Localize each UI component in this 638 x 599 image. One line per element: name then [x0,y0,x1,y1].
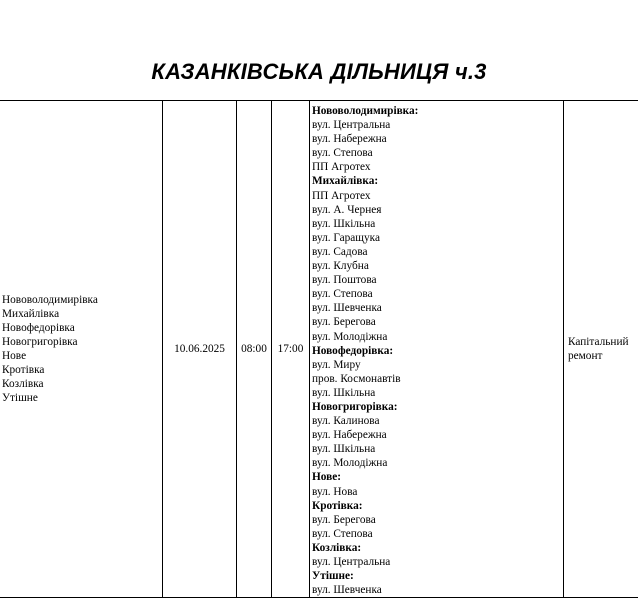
settlement-name: Михайлівка [2,307,60,320]
street-item: вул. Молодіжна [312,457,388,470]
street-item: вул. Нова [312,485,358,498]
settlement-name: Нововолодимирівка [2,293,98,306]
street-item: вул. Поштова [312,274,377,287]
street-item: вул. Молодіжна [312,330,388,343]
street-item: вул. Степова [312,527,373,540]
street-item: вул. Центральна [312,556,391,568]
street-item: вул. Миру [312,358,361,371]
street-item: пров. Космонавтів [312,372,401,385]
settlements-cell [0,101,163,598]
village-heading: Новофедорівка: [312,344,394,357]
street-item: ПП Агротех [312,161,371,174]
street-item: вул. Набережна [312,133,387,146]
start-time-cell: 08:00 [237,101,272,598]
street-item: вул. Гаращука [312,231,380,244]
village-heading: Кротівка: [312,499,363,512]
reason-cell: Капітальний ремонт [564,101,638,598]
street-item: ПП Агротех [312,189,371,202]
village-heading: Нововолодимирівка: [312,105,419,117]
street-item: вул. Степова [312,147,373,160]
street-item: вул. Клубна [312,260,369,273]
village-heading: Козлівка: [312,541,362,554]
document-title: КАЗАНКІВСЬКА ДІЛЬНИЦЯ ч.3 [151,59,487,84]
street-item: вул. Центральна [312,119,391,132]
village-heading: Михайлівка: [312,175,379,188]
settlement-name: Кротівка [2,364,45,377]
table-row [0,101,638,598]
settlement-name: Козлівка [2,378,44,391]
street-item: вул. Шевченка [312,584,382,597]
street-item: вул. Берегова [312,316,376,329]
street-item: вул. Шевченка [312,302,382,315]
street-item: вул. Берегова [312,513,376,526]
street-item: вул. Садова [312,245,368,258]
street-item: вул. А. Чернея [312,203,382,216]
settlement-name: Новогригорівка [2,336,78,349]
settlements-list [2,293,162,406]
street-item: вул. Шкільна [312,217,376,230]
street-item: вул. Шкільна [312,386,376,399]
street-item: вул. Калинова [312,415,380,428]
village-heading: Нове: [312,471,342,484]
settlement-name: Утішне [2,392,38,405]
village-heading: Новогригорівка: [312,400,398,413]
date-cell: 10.06.2025 [163,101,237,598]
end-time-cell: 17:00 [272,101,310,598]
settlement-name: Нове [2,350,27,363]
streets-cell [310,101,564,598]
settlement-name: Новофедорівка [2,321,75,334]
village-heading: Утішне: [312,570,354,583]
street-item: вул. Степова [312,288,373,301]
street-item: вул. Набережна [312,429,387,442]
streets-list [312,104,563,597]
street-item: вул. Шкільна [312,443,376,456]
outage-schedule-table [0,100,638,598]
